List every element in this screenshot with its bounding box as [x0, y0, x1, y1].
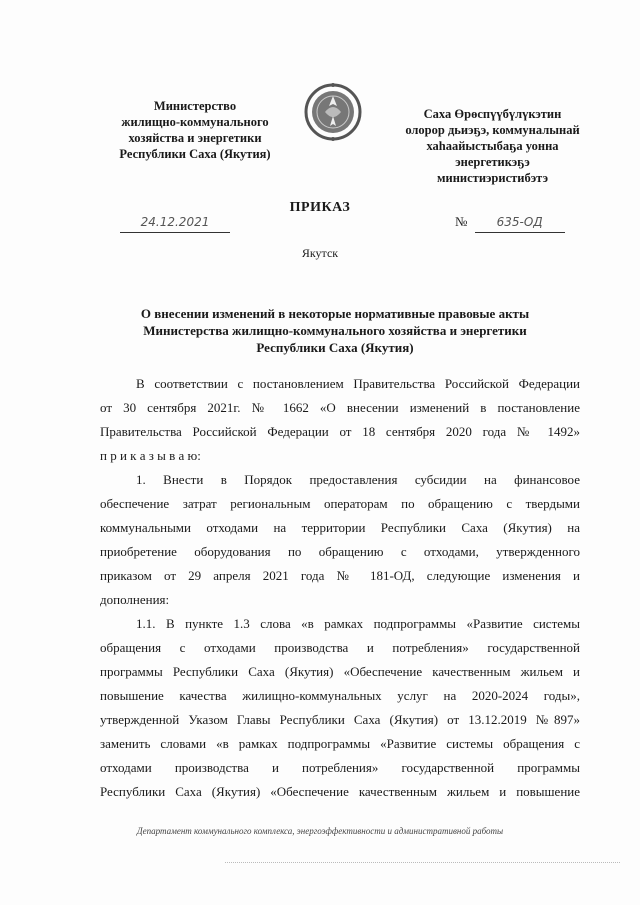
order-number: 635-ОД: [475, 212, 565, 233]
ministry-name-line: министиэристибэтэ: [437, 171, 548, 185]
body-line: приказом от 29 апреля 2021 года № 181-ОД, следующие изменения и: [100, 568, 580, 583]
body-line: от 30 сентября 2021г. № 1662 «О внесении изменений в постановление: [100, 400, 580, 415]
order-date: 24.12.2021: [120, 212, 230, 233]
subject-line: Республики Саха (Якутия): [256, 340, 414, 355]
order-body-text: [100, 372, 580, 804]
ministry-name-line: олорор дьиэҕэ, коммуналынай: [405, 123, 580, 137]
order-number-label: №: [455, 214, 468, 229]
body-line: 1.1. В пункте 1.3 слова «в рамках подпрограммы «Развитие системы: [136, 616, 580, 631]
department-footer: Департамент коммунального комплекса, энергоэффективности и административной работы: [136, 826, 504, 836]
body-line: Правительства Российской Федерации от 18 сентября 2020 года № 1492»: [100, 424, 580, 439]
body-line: 1. Внести в Порядок предоставления субсидии на финансовое: [136, 472, 580, 487]
body-line: В соответствии с постановлением Правительства Российской Федерации: [136, 376, 580, 391]
ministry-name-line: Республики Саха (Якутия): [119, 147, 271, 161]
order-title: ПРИКАЗ: [289, 200, 351, 215]
order-subject: [100, 305, 570, 356]
body-line: заменить словами «в рамках подпрограммы «Развитие системы обращения с: [100, 736, 580, 751]
body-line: программы Республики Саха (Якутия) «Обеспечение качественным жильем и: [100, 664, 580, 679]
body-line: повышение качества жилищно-коммунальных услуг на 2020-2024 годы»,: [100, 688, 580, 703]
body-line: Республики Саха (Якутия) «Обеспечение качественным жильем и повышение: [100, 784, 580, 799]
ministry-name-line: хозяйства и энергетики: [128, 131, 262, 145]
ministry-name-russian: [100, 98, 290, 162]
ministry-name-line: энергетикэҕэ: [455, 155, 530, 169]
ministry-name-line: хаһаайыстыбаҕа уонна: [426, 139, 559, 153]
body-line: утвержденной Указом Главы Республики Саха (Якутия) от 13.12.2019 №897»: [100, 712, 580, 727]
ministry-name-line: Саха Өрөспүүбүлүкэтин: [423, 107, 562, 121]
body-line: обращения с отходами производства и потребления» государственной: [100, 640, 580, 655]
body-line: п р и к а з ы в а ю:: [100, 448, 201, 463]
ministry-name-yakut: [385, 106, 600, 186]
body-line: коммунальными отходами на территории Республики Саха (Якутия) на: [100, 520, 580, 535]
order-city: Якутск: [301, 246, 339, 260]
subject-line: О внесении изменений в некоторые нормативные правовые акты: [140, 306, 530, 321]
order-number-block: [455, 212, 565, 232]
body-line: обеспечение затрат региональным операторам по обращению с твердыми: [100, 496, 580, 511]
ministry-name-line: жилищно-коммунального: [121, 115, 269, 129]
coat-of-arms-icon: [303, 82, 363, 142]
subject-line: Министерства жилищно-коммунального хозяйства и энергетики: [143, 323, 527, 338]
ministry-name-line: Министерство: [153, 99, 237, 113]
body-line: дополнения:: [100, 592, 170, 607]
footer-divider: [225, 862, 620, 863]
body-line: приобретение оборудования по обращению с отходами, утвержденного: [100, 544, 580, 559]
body-line: отходами производства и потребления» государственной программы: [100, 760, 580, 775]
